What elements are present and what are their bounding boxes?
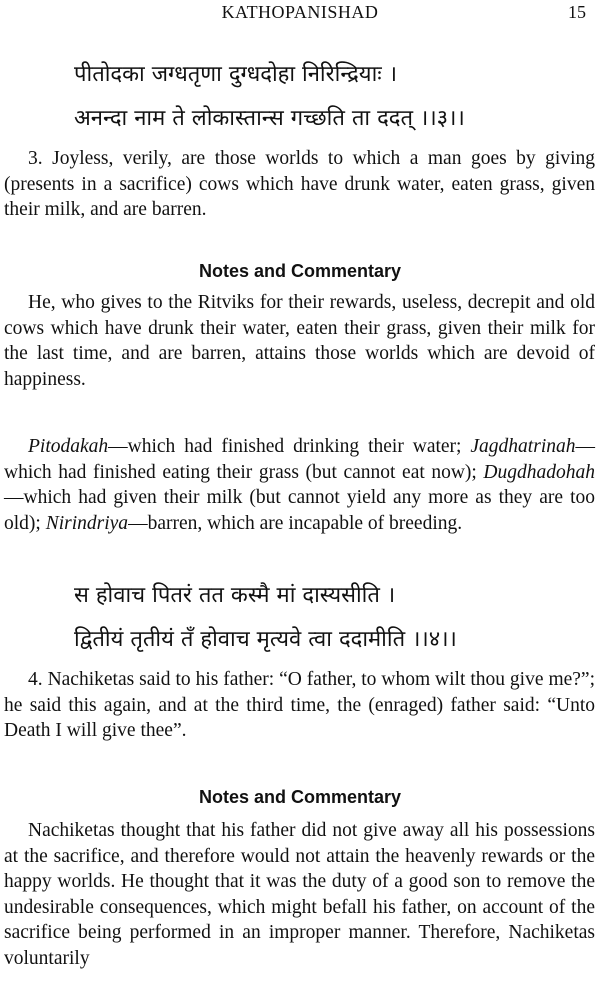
glossary-term: Dugdhadohah bbox=[483, 461, 595, 483]
sanskrit-verse-4-line-2: द्वितीयं तृतीयं तँ होवाच मृत्यवे त्वा ददामीति ।।४।। bbox=[74, 627, 457, 652]
notes-heading-2: Notes and Commentary bbox=[198, 787, 402, 807]
sanskrit-verse-4-line-1: स होवाच पितरं तत कस्मै मां दास्यसीति । bbox=[74, 583, 396, 608]
commentary-2-paragraph: Nachiketas thought that his father did not give away all his possessions at the sacrifice, and therefore would not attain the heavenly rewards or the happy worlds. He thought that it was the duty of a good son to remove the undesirable consequences, which might befall his father, on account of the sacrifice being performed in an improper manner. Therefore, Nachiketas voluntarily bbox=[4, 820, 595, 969]
page-number: 15 bbox=[568, 2, 586, 22]
commentary-1-paragraph: He, who gives to the Ritviks for their rewards, useless, decrepit and old cows which have drunk their water, eaten their grass, given their milk for the last time, and are barren, attains those worlds which are devoid of happiness. bbox=[4, 292, 595, 390]
glossary-definition: —barren, which are incapable of breeding. bbox=[128, 512, 463, 534]
notes-heading-1: Notes and Commentary bbox=[198, 261, 402, 281]
translation-verse-4: 4. Nachiketas said to his father: “O father, to whom wilt thou give me?”; he said this again, and at the third time, the (enraged) father said: “Unto Death I will give thee”. bbox=[4, 669, 595, 742]
page-header bbox=[0, 2, 600, 24]
translation-verse-3: 3. Joyless, verily, are those worlds to which a man goes by giving (presents in a sacrifice) cows which have drunk water, eaten grass, given their milk, and are barren. bbox=[4, 148, 595, 221]
glossary-definition: —which had finished eating their grass (but cannot eat now); bbox=[4, 436, 595, 483]
glossary-definition: —which had finished drinking their water; bbox=[108, 436, 471, 457]
sanskrit-verse-3-line-2: अनन्दा नाम ते लोकास्तान्स गच्छति ता ददत् ।।३।। bbox=[74, 106, 465, 131]
commentary-1-glossary bbox=[4, 434, 595, 536]
glossary-term: Pitodakah bbox=[28, 436, 109, 457]
running-title: KATHOPANISHAD bbox=[221, 2, 379, 22]
glossary-definition: —which had given their milk (but cannot yield any more as they are too old); bbox=[4, 487, 595, 534]
sanskrit-verse-3-line-1: पीतोदका जग्धतृणा दुग्धदोहा निरिन्द्रियाः । bbox=[74, 62, 398, 87]
glossary-term: Nirindriya bbox=[45, 512, 129, 534]
glossary-term: Jagdhatrinah bbox=[470, 436, 576, 457]
